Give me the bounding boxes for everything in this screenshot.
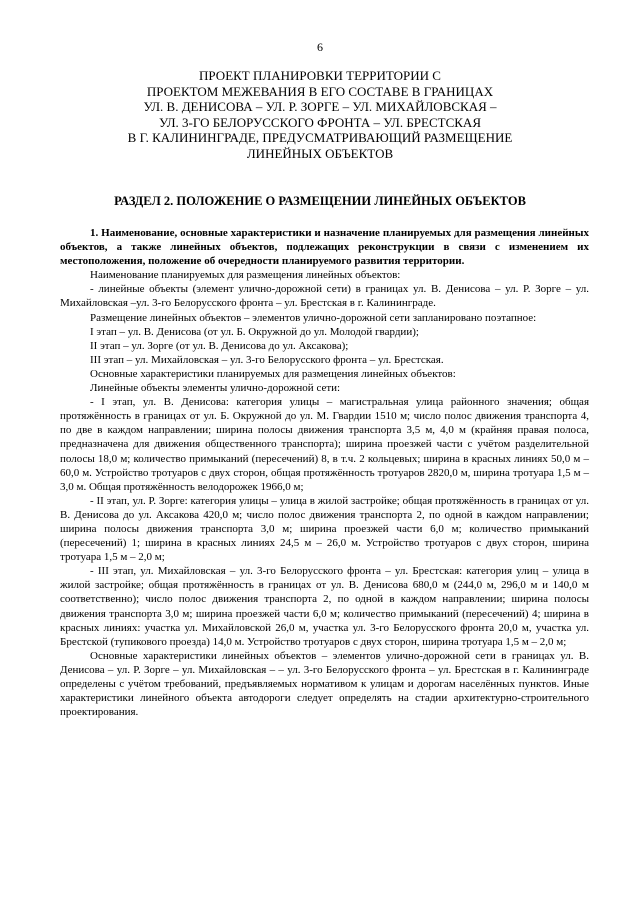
paragraph: Основные характеристики линейных объектов – элементов улично-дорожной сети в границах ул. В. Денисова – ул. Р. Зорге – ул. Михайловская – – ул. 3-го Белорусского фронта – ул. Брестская в г. Калининграде определены с учётом требований, предъявляемых нормативом к улицам и дорогам населённых пунктов. Иные характеристики линейного объекта автодороги следует определять на стадии архитектурно-строительного проектирования. bbox=[60, 649, 589, 719]
title-line: ПРОЕКТ ПЛАНИРОВКИ ТЕРРИТОРИИ С bbox=[199, 68, 441, 83]
body-text bbox=[60, 226, 589, 719]
title-line: УЛ. В. ДЕНИСОВА – УЛ. Р. ЗОРГЕ – УЛ. МИХАЙЛОВСКАЯ – bbox=[143, 99, 497, 114]
title-line: В Г. КАЛИНИНГРАДЕ, ПРЕДУСМАТРИВАЮЩИЙ РАЗМЕЩЕНИЕ bbox=[127, 130, 513, 145]
paragraph: - линейные объекты (элемент улично-дорожной сети) в границах ул. В. Денисова – ул. Р. Зорге – ул. Михайловская –ул. 3-го Белорусского фронта – ул. Брестская в г. Калининграде. bbox=[60, 283, 589, 310]
stage-item: III этап – ул. Михайловская – ул. 3-го Белорусского фронта – ул. Брестская. bbox=[90, 353, 444, 366]
stage-description: - III этап, ул. Михайловская – ул. 3-го Белорусского фронта – ул. Брестская: категория улиц – улица в жилой застройке; общая протяжённость в границах от ул. В. Денисова 680,0 м (244,0 м, 296,0 м и 140,0 м соответственно); число полос движения транспорта 2, по одной в каждом направлении; ширина полосы движения транспорта 3,0 м; ширина проезжей части 6,0 м; количество примыканий (пересечений) 4; ширина в красных линиях: участка ул. Михайловской 26,0 м, участка ул. 3-го Белорусского фронта 20,0 м, участка ул. Брестской (тупикового проезда) 14,0 м. Устройство тротуаров с двух сторон, ширина тротуара 1,5 м – 2,0 м; bbox=[60, 565, 589, 648]
stage-item: II этап – ул. Зорге (от ул. В. Денисова до ул. Аксакова); bbox=[90, 339, 349, 352]
paragraph: Наименование планируемых для размещения линейных объектов: bbox=[90, 269, 401, 282]
paragraph: Линейные объекты элементы улично-дорожной сети: bbox=[90, 382, 341, 395]
paragraph: Основные характеристики планируемых для размещения линейных объектов: bbox=[90, 367, 456, 380]
document-title bbox=[80, 68, 560, 161]
title-line: ПРОЕКТОМ МЕЖЕВАНИЯ В ЕГО СОСТАВЕ В ГРАНИЦАХ bbox=[146, 83, 494, 99]
page-number: 6 bbox=[317, 40, 323, 54]
section-heading: РАЗДЕЛ 2. ПОЛОЖЕНИЕ О РАЗМЕЩЕНИИ ЛИНЕЙНЫХ ОБЪЕКТОВ bbox=[114, 194, 526, 208]
paragraph-heading: 1. Наименование, основные характеристики и назначение планируемых для размещения линейных объектов, а также линейных объектов, подлежащих реконструкции в связи с изменением их местоположения, положение об очередности планируемого развития территории. bbox=[60, 227, 589, 268]
stage-description: - II этап, ул. Р. Зорге: категория улицы – улица в жилой застройке; общая протяжённость в границах от ул. В. Денисова до ул. Аксакова 420,0 м; число полос движения транспорта 2, по одной в каждом направлении; ширина полосы движения транспорта 3,0 м; ширина проезжей части 6,0 м; количество примыканий (пересечений) 1; ширина в красных линиях 24,5 м – 26,0 м. Устройство тротуаров с двух сторон, ширина тротуара 1,5 м – 2,0 м; bbox=[60, 494, 589, 564]
title-line: ЛИНЕЙНЫХ ОБЪЕКТОВ bbox=[246, 145, 394, 161]
stage-item: I этап – ул. В. Денисова (от ул. Б. Окружной до ул. Молодой гвардии); bbox=[90, 325, 419, 338]
paragraph: Размещение линейных объектов – элементов улично-дорожной сети запланировано поэтапное: bbox=[90, 311, 537, 324]
title-line: УЛ. 3-ГО БЕЛОРУССКОГО ФРОНТА – УЛ. БРЕСТСКАЯ bbox=[159, 114, 481, 130]
stage-description: - I этап, ул. В. Денисова: категория улицы – магистральная улица районного значения; общая протяжённость в границах от ул. Б. Окружной до ул. М. Гвардии 1510 м; число полос движения транспорта 4, по две в каждом направлении; ширина полосы движения транспорта 3,5 м, 4,0 м (крайняя правая полоса, предназначена для движения общественного транспорта); ширина проезжей части с учётом разделительной полосы 18,0 м; количество примыканий (пересечений) 8, в т.ч. 2 кольцевых; ширина в красных линиях 50,0 м – 60,0 м. Устройство тротуаров с двух сторон, общая протяжённость тротуаров 2820,0 м, ширина тротуара 1,5 м – 3,0 м. Общая протяжённость велодорожек 1966,0 м; bbox=[60, 396, 589, 493]
